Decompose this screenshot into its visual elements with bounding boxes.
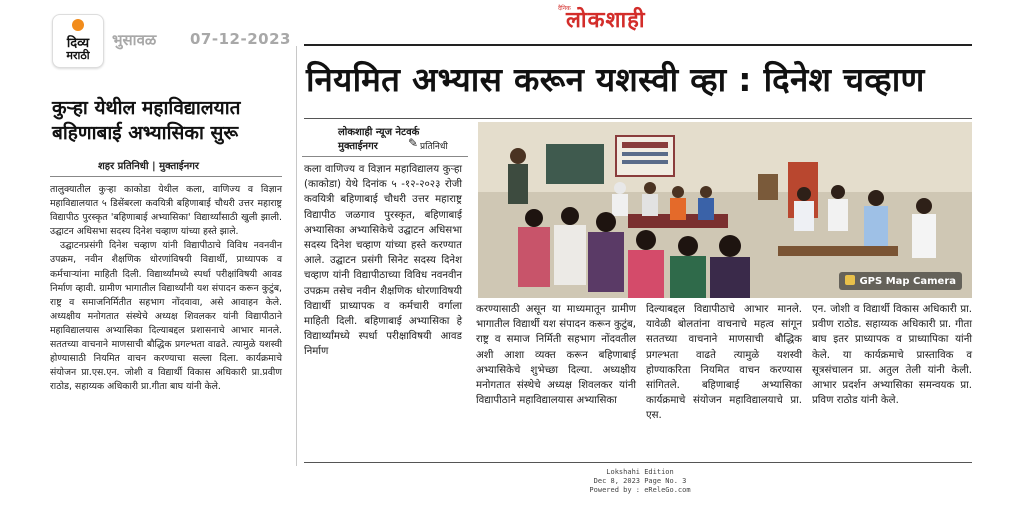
headline-rule <box>304 118 972 119</box>
masthead-rule <box>304 44 972 46</box>
left-headline: कुऱ्हा येथील महाविद्यालयात बहिणाबाई अभ्यासिका सुरू <box>52 97 241 144</box>
column-4-text: एन. जोशी व विद्यार्थी विकास अधिकारी प्रा. प्रवीण राठोड. सहाय्यक अधिकारी प्रा. गीता बाघ इतर प्राध्यापक व प्राध्यापिका यांनी केले. या कार्यक्रमाचे प्रास्ताविक व सूत्रसंचालन प्रा. अतुल तेली यांनी केली. आभार प्रदर्शन अभ्यासिका समन्वयक प्रा. प्रविण राठोड यांनी केले. <box>812 304 972 407</box>
pen-icon: ✎ <box>408 136 419 150</box>
column-2-text: करण्यासाठी असून या माध्यमातून ग्रामीण भागातील विद्यार्थी यश संपादन करून कुटुंब, राष्ट्र व समाज निर्मिती सहभाग नोंदवतील अशी आशा व्यक्त करून बहिणाबाई अभ्यासिकेचे शुभेच्छा दिल्या. अध्यक्षीय मनोगतात संस्थेचे अध्यक्ष शिवलकर यांनी विद्यापीठाने महाविद्यालयास अभ्यासिका <box>476 304 636 407</box>
divya-marathi-logo <box>52 14 104 68</box>
edition-footer <box>540 468 740 495</box>
byline-role: प्रतिनिधी <box>420 142 448 152</box>
footer-rule <box>304 462 972 463</box>
article-column-2 <box>476 302 636 408</box>
left-article-body <box>50 183 282 394</box>
gps-camera-icon <box>845 275 855 285</box>
gps-map-camera-watermark <box>839 272 962 290</box>
footer-edition: Lokshahi Edition <box>606 468 674 476</box>
lokshahi-masthead: लोकशाही <box>566 8 646 33</box>
logo-text-line2: मराठी <box>66 49 90 62</box>
main-headline: नियमित अभ्यास करून यशस्वी व्हा : दिनेश चव्हाण <box>306 60 925 99</box>
logo-sun-icon <box>72 19 84 31</box>
left-paragraph-1: तालुक्यातील कुऱ्हा काकोडा येथील कला, वाणिज्य व विज्ञान महाविद्यालयात ५ डिसेंबरला कवयित्री बहिणाबाई चौधरी उत्तर महाराष्ट्र विद्यापीठ पुरस्कृत 'बहिणाबाई अभ्यासिका' विद्यार्थ्यांसाठी खुली झाली. उद्घाटन अधिसभा सदस्य दिनेश चव्हाण यांच्या हस्ते झाले. <box>50 184 282 238</box>
clipping-divider <box>296 46 297 466</box>
column-3-text: दिल्याबद्दल विद्यापीठाचे आभार मानले. यावेळी बोलतांना वाचनाचे महत्व सांगून सततच्या वाचनाने माणसाची बौद्धिक प्रगल्भता वाढते त्यामुळे यशस्वी होण्याकरिता नियमित वाचन करण्यास सांगितले. बहिणाबाई अभ्यासिका कार्यक्रमाचे संयोजन महाविद्यालयाचे प्रा. एस. <box>646 304 802 422</box>
byline-place: मुक्ताईनगर <box>338 141 378 152</box>
article-column-3 <box>646 302 802 424</box>
edition-date: 07-12-2023 <box>190 30 291 48</box>
footer-powered-by: Powered by : eReleGo.com <box>589 486 691 494</box>
byline-network: लोकशाही न्यूज नेटवर्क <box>338 127 420 138</box>
left-byline-rule <box>50 176 282 177</box>
masthead-daily-label: दैनिक <box>558 5 571 12</box>
logo-text-line1: दिव्य <box>66 36 90 51</box>
event-photo <box>478 122 972 298</box>
gps-tag-label: GPS Map Camera <box>859 276 956 287</box>
left-paragraph-2: उद्घाटनप्रसंगी दिनेश चव्हाण यांनी विद्यापीठाचे विविध नवनवीन उपक्रम, नवीन शैक्षणिक धोरणांविषयी विद्यार्थी, प्राध्यापक व कर्मचाऱ्यांना माहिती दिली. विद्यार्थ्यांमध्ये स्पर्धा परीक्षांविषयी आवड निर्माण व्हावी. ग्रामीण भागातील विद्यार्थ्यांनी यश संपादन करून कुटुंब, राष्ट्र व समाजनिर्मितीत सहभाग नोंदवावा, असे आवाहन केले. अध्यक्षीय मनोगतात संस्थेचे अध्यक्ष शिवलकर यांनी विद्यापीठाने महाविद्यालयास अभ्यासिका दिल्याबद्दल प्रशासनाचे आभार मानले. सततच्या वाचनाने माणसाची बौद्धिक प्रगल्भता वाढते. त्यामुळे यशस्वी होण्यासाठी नियमित वाचन करण्याचा सल्ला दिला. कार्यक्रमाचे संयोजन प्रा.एस.एन. जोशी व विद्यार्थी विकास अधिकारी प्रा.प्रवीण राठोड, सहाय्यक अधिकारी प्रा.गीता बाघ यांनी केले. <box>50 240 282 393</box>
left-byline: शहर प्रतिनिधी | मुक्ताईनगर <box>98 161 199 172</box>
article-column-1 <box>304 162 462 360</box>
column-1-text: कला वाणिज्य व विज्ञान महाविद्यालय कुऱ्हा (काकोडा) येथे दिनांक ५ -१२-२०२३ रोजी कवयित्री बहिणाबाई चौधरी उत्तर महाराष्ट्र विद्यापीठ जळगाव पुरस्कृत, बहिणाबाई अभ्यासिका अभ्यासिकेचे उद्घाटन अधिसभा सदस्य दिनेश चव्हाण यांच्या हस्ते करण्यात आले. उद्घाटन प्रसंगी सिनेट सदस्य दिनेश चव्हाण यांनी विद्यापीठाच्या विविध नवनवीन उपक्रम तसेच नवीन शैक्षणिक धोरणाविषयी विद्यार्थी प्राध्यापक व कर्मचारी वर्गाला माहिती दिली. बहिणाबाई अभ्यासिका हे विद्यार्थ्यांमध्ये स्पर्धा परीक्षाविषयी आवड निर्माण <box>304 164 462 358</box>
edition-city: भुसावळ <box>112 31 157 49</box>
footer-date-page: Dec 8, 2023 Page No. 3 <box>593 477 687 485</box>
byline-rule <box>302 156 468 157</box>
article-column-4 <box>812 302 972 408</box>
